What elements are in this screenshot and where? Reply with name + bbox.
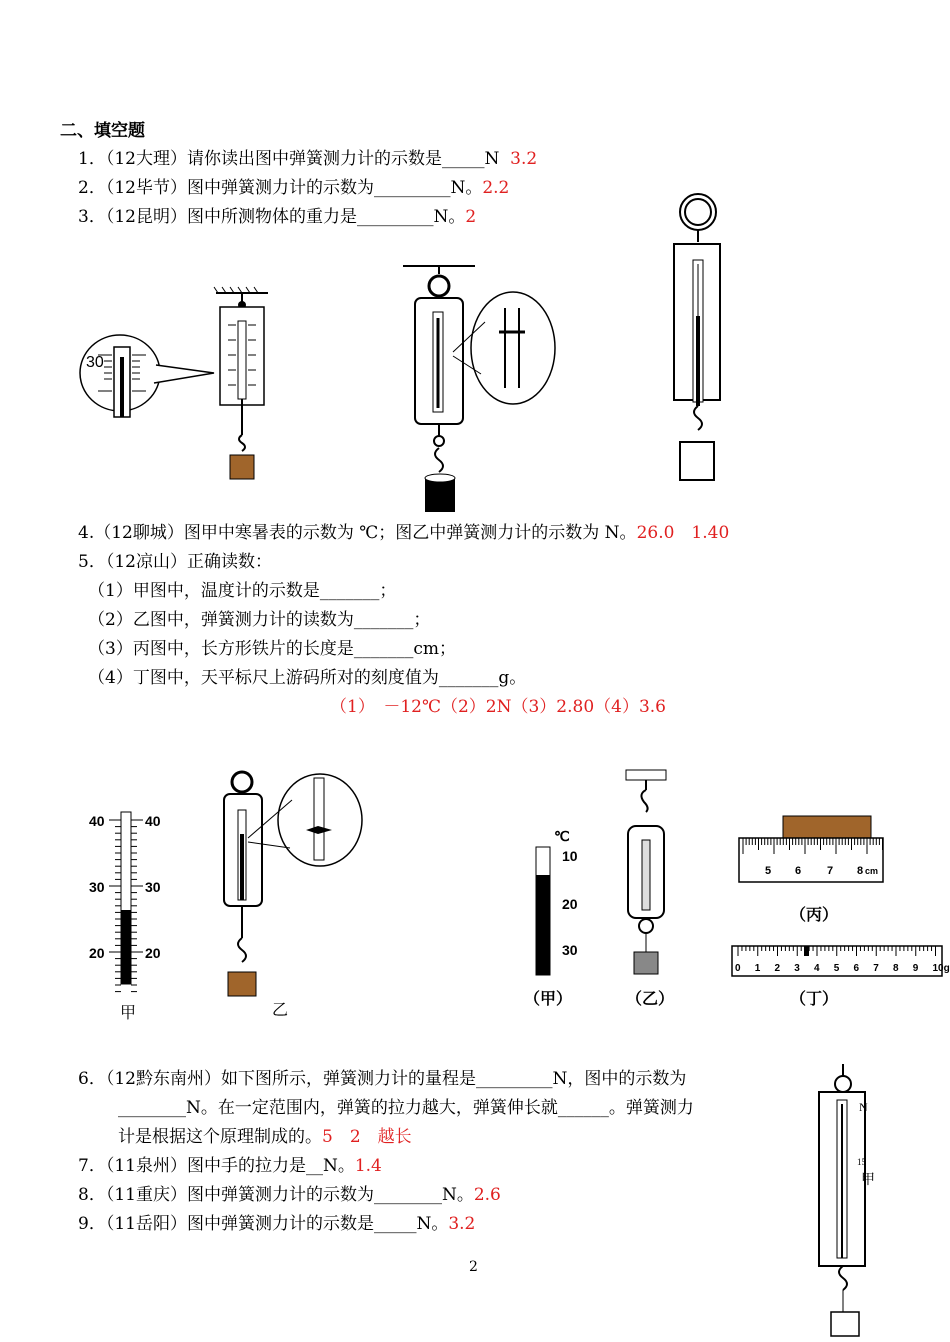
ding-tick-label: 4: [814, 963, 820, 974]
ding-tick-label: 3: [794, 963, 800, 974]
question-3: [78, 206, 476, 228]
question-5-answer: （1） －12℃（2）2N（3）2.80（4）3.6: [330, 697, 666, 717]
ding-tick-label: 2: [774, 963, 781, 974]
figure-label-yi: 乙: [272, 1000, 289, 1019]
figure-label-jia: 甲: [120, 1003, 137, 1022]
question-4-text: 4.（12聊城）图甲中寒暑表的示数为 ℃；图乙中弹簧测力计的示数为 N。: [78, 523, 637, 543]
ruler-unit-cm: cm: [865, 866, 879, 876]
question-2: [78, 177, 509, 199]
jia-tick-30-left: 30: [89, 879, 105, 895]
question-8-text: 8．（11重庆）图中弹簧测力计的示数为________N。: [78, 1185, 474, 1205]
figure-thermometer-jia: [85, 808, 175, 998]
figure-label-ding-paren: （丁）: [790, 989, 839, 1008]
ding-tick-label: 9: [912, 963, 919, 974]
figure-label-bing-paren: （丙）: [790, 905, 839, 924]
question-8: [78, 1184, 501, 1206]
question-6-answer: 5 2 越长: [322, 1127, 412, 1147]
ruler-label-6: 6: [795, 865, 802, 877]
figure-thermometer-celsius: [528, 825, 588, 985]
jia-tick-40-right: 40: [145, 813, 161, 829]
question-6-line1: 6．（12黔东南州）如下图所示，弹簧测力计的量程是_________N，图中的示数为: [78, 1069, 687, 1089]
question-7: [78, 1155, 382, 1177]
question-2-text: 2．（12毕节）图中弹簧测力计的示数为_________N。: [78, 178, 483, 198]
question-1: [78, 148, 537, 170]
figure-label-yi-paren: （乙）: [626, 989, 675, 1008]
question-9: [78, 1213, 475, 1235]
question-5: 5．（12凉山）正确读数：: [78, 552, 272, 572]
figure-spring-scale-yi: [218, 768, 368, 998]
celsius-tick-30: 30: [562, 942, 578, 958]
jia-tick-20-left: 20: [89, 945, 105, 961]
ding-tick-label: 7: [873, 963, 879, 974]
celsius-unit: ℃: [554, 828, 570, 844]
question-6-line3-text: 计是根据这个原理制成的。: [118, 1127, 322, 1147]
ding-tick-label: 8: [893, 963, 899, 974]
question-5-sub4: （4）丁图中，天平标尺上游码所对的刻度值为_______g。: [88, 668, 527, 688]
question-8-answer: 2.6: [473, 1185, 501, 1205]
figure-spring-scale-zoom-center: [395, 258, 575, 518]
question-7-answer: 1.4: [354, 1156, 382, 1176]
figure-spring-scale-zoom-left: [78, 285, 278, 485]
figure-ruler-bing: [735, 812, 885, 892]
jia-tick-20-right: 20: [145, 945, 161, 961]
question-3-text: 3．（12昆明）图中所测物体的重力是_________N。: [78, 207, 466, 227]
ding-tick-label: 1: [754, 963, 761, 974]
question-5-sub2: （2）乙图中，弹簧测力计的读数为_______；: [88, 610, 431, 630]
question-5-sub1: （1）甲图中，温度计的示数是_______；: [88, 581, 397, 601]
question-6-line3: [118, 1126, 412, 1148]
question-9-text: 9．（11岳阳）图中弹簧测力计的示数是_____N。: [78, 1214, 449, 1234]
figure-label-jia-paren: （甲）: [524, 989, 573, 1008]
jia-tick-40-left: 40: [89, 813, 105, 829]
ruler-label-8: 8: [857, 865, 864, 877]
question-1-text: 1．（12大理）请你读出图中弹簧测力计的示数是_____N: [78, 149, 500, 169]
question-7-text: 7．（11泉州）图中手的拉力是__N。: [78, 1156, 355, 1176]
jia-tick-30-right: 30: [145, 879, 161, 895]
q6-N-label: N: [859, 1100, 868, 1114]
figure-spring-scale-right: [670, 190, 730, 490]
celsius-tick-20: 20: [562, 896, 578, 912]
ding-tick-label: 10g: [932, 963, 950, 974]
ding-tick-label: 5: [833, 963, 840, 974]
question-5-sub3: （3）丙图中，长方形铁片的长度是_______cm；: [88, 639, 456, 659]
question-4-answer: 26.0 1.40: [636, 523, 730, 543]
ruler-label-7: 7: [827, 865, 834, 877]
question-3-answer: 2: [465, 207, 477, 227]
ding-tick-label: 0: [735, 963, 741, 974]
question-2-answer: 2.2: [482, 178, 510, 198]
ding-tick-label: 6: [853, 963, 860, 974]
q6-15-label: 15: [857, 1157, 866, 1167]
figure-spring-scale-yi-paren: [622, 768, 672, 978]
question-6-line2: ________N。在一定范围内，弹簧的拉力越大，弹簧伸长就______。弹簧测力: [118, 1098, 694, 1118]
page-number: 2: [469, 1259, 478, 1275]
figure-spring-scale-q6: [815, 1062, 885, 1342]
question-1-answer: 3.2: [510, 149, 538, 169]
question-4: [78, 522, 729, 544]
q6-jia-label: 甲: [861, 1173, 875, 1188]
bubble-3-left: 30: [86, 354, 104, 371]
ruler-label-5: 5: [765, 865, 772, 877]
section-title: 二、填空题: [60, 121, 145, 141]
question-9-answer: 3.2: [448, 1214, 476, 1234]
figure-balance-ruler-ding: [730, 944, 950, 980]
celsius-tick-10: 10: [562, 848, 578, 864]
